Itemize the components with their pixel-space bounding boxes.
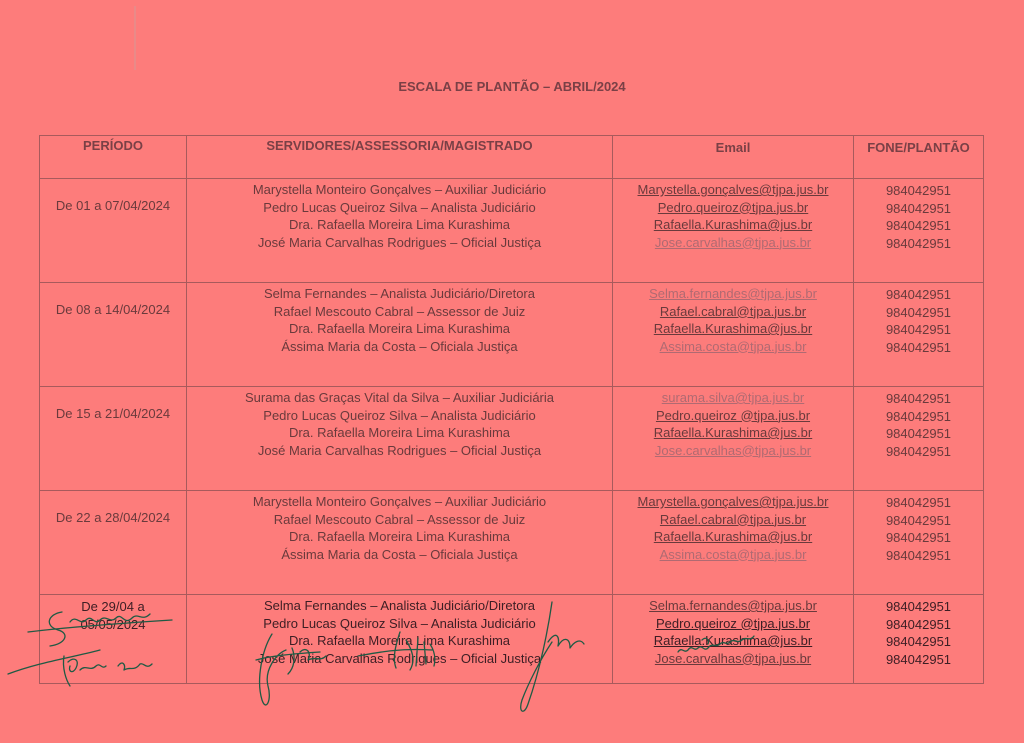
staff-name: Selma Fernandes – Analista Judiciário/Diretora — [264, 598, 535, 613]
period-text: De 15 a 21/04/2024 — [55, 406, 171, 421]
staff-name: José Maria Carvalhas Rodrigues – Oficial Justiça — [257, 442, 542, 458]
email-link[interactable]: Rafaella.Kurashima@jus.br — [653, 529, 813, 544]
email-link[interactable]: Rafaella.Kurashima@jus.br — [653, 425, 813, 440]
period-text: De 29/04 a — [81, 599, 145, 614]
staff-cell — [187, 387, 613, 491]
header-email: Email — [613, 136, 854, 179]
period-cell — [40, 387, 187, 491]
email-link[interactable]: Assima.costa@tjpa.jus.br — [659, 546, 807, 562]
phone-number: 984042951 — [885, 616, 952, 632]
phone-number: 984042951 — [885, 200, 952, 216]
fone-cell — [854, 283, 984, 387]
margin-mark — [134, 6, 136, 70]
phone-number: 984042951 — [885, 426, 952, 441]
staff-name: Marystella Monteiro Gonçalves – Auxiliar Judiciário — [252, 494, 547, 509]
signature-1 — [8, 612, 172, 686]
signature-6 — [678, 636, 754, 652]
staff-name: Surama das Graças Vital da Silva – Auxiliar Judiciária — [244, 390, 555, 405]
staff-name: Dra. Rafaella Moreira Lima Kurashima — [288, 425, 511, 440]
email-link[interactable]: Pedro.queiroz @tjpa.jus.br — [655, 615, 811, 631]
email-cell — [613, 491, 854, 595]
period-cell — [40, 491, 187, 595]
staff-name: Ássima Maria da Costa – Oficiala Justiça — [281, 546, 518, 562]
email-link[interactable]: Rafaella.Kurashima@jus.br — [653, 633, 813, 648]
email-link[interactable]: Jose.carvalhas@tjpa.jus.br — [654, 234, 812, 250]
staff-name: Pedro Lucas Queiroz Silva – Analista Judiciário — [263, 407, 536, 423]
header-servidores: SERVIDORES/ASSESSORIA/MAGISTRADO — [187, 136, 613, 179]
phone-number: 984042951 — [885, 183, 952, 198]
staff-cell — [187, 283, 613, 387]
phone-number: 984042951 — [885, 339, 952, 355]
fone-cell — [854, 387, 984, 491]
table-row — [40, 491, 984, 595]
email-link[interactable]: Rafael.cabral@tjpa.jus.br — [659, 511, 807, 527]
phone-number: 984042951 — [885, 322, 952, 337]
period-cell — [40, 179, 187, 283]
phone-number: 984042951 — [885, 547, 952, 563]
phone-number: 984042951 — [885, 443, 952, 459]
email-link[interactable]: Jose.carvalhas@tjpa.jus.br — [654, 442, 812, 458]
period-text: De 22 a 28/04/2024 — [55, 510, 171, 525]
phone-number: 984042951 — [885, 218, 952, 233]
phone-number: 984042951 — [885, 391, 952, 406]
phone-number: 984042951 — [885, 408, 952, 424]
phone-number: 984042951 — [885, 495, 952, 510]
period-text: De 08 a 14/04/2024 — [55, 302, 171, 317]
phone-number: 984042951 — [885, 634, 952, 649]
email-link[interactable]: surama.silva@tjpa.jus.br — [661, 390, 805, 405]
staff-name: Rafael Mescouto Cabral – Assessor de Juiz — [273, 303, 526, 319]
email-link[interactable]: Selma.fernandes@tjpa.jus.br — [649, 598, 817, 613]
email-cell — [613, 283, 854, 387]
signature-3 — [256, 634, 326, 705]
table-row — [40, 387, 984, 491]
email-link[interactable]: Jose.carvalhas@tjpa.jus.br — [654, 650, 812, 666]
email-link[interactable]: Assima.costa@tjpa.jus.br — [659, 338, 807, 354]
phone-number: 984042951 — [885, 235, 952, 251]
signatures-area — [0, 600, 1024, 738]
staff-cell — [187, 179, 613, 283]
signature-5 — [521, 602, 584, 711]
fone-cell — [854, 491, 984, 595]
staff-name: Pedro Lucas Queiroz Silva – Analista Judiciário — [263, 199, 536, 215]
staff-name: Dra. Rafaella Moreira Lima Kurashima — [288, 529, 511, 544]
table-row — [40, 283, 984, 387]
email-link[interactable]: Marystella.gonçalves@tjpa.jus.br — [637, 494, 829, 509]
phone-number: 984042951 — [885, 287, 952, 302]
phone-number: 984042951 — [885, 651, 952, 667]
staff-name: José Maria Carvalhas Rodrigues – Oficial Justiça — [257, 234, 542, 250]
phone-number: 984042951 — [885, 530, 952, 545]
header-fone: FONE/PLANTÃO — [854, 136, 984, 179]
email-link[interactable]: Pedro.queiroz@tjpa.jus.br — [657, 199, 809, 215]
staff-name: Dra. Rafaella Moreira Lima Kurashima — [288, 321, 511, 336]
staff-name: Ássima Maria da Costa – Oficiala Justiça — [281, 338, 518, 354]
phone-number: 984042951 — [885, 304, 952, 320]
staff-cell — [187, 491, 613, 595]
email-link[interactable]: Rafael.cabral@tjpa.jus.br — [659, 303, 807, 319]
period-text: De 01 a 07/04/2024 — [55, 198, 171, 213]
signature-2 — [68, 659, 152, 672]
staff-name: Dra. Rafaella Moreira Lima Kurashima — [288, 633, 511, 648]
email-link[interactable]: Marystella.gonçalves@tjpa.jus.br — [637, 182, 829, 197]
phone-number: 984042951 — [885, 599, 952, 614]
staff-name: Dra. Rafaella Moreira Lima Kurashima — [288, 217, 511, 232]
phone-number: 984042951 — [885, 512, 952, 528]
staff-name: Marystella Monteiro Gonçalves – Auxiliar Judiciário — [252, 182, 547, 197]
email-cell — [613, 387, 854, 491]
period-cell — [40, 283, 187, 387]
staff-name: Rafael Mescouto Cabral – Assessor de Juiz — [273, 511, 526, 527]
email-cell — [613, 179, 854, 283]
fone-cell — [854, 179, 984, 283]
staff-name: José Maria Carvalhas Rodrigues – Oficial Justiça — [257, 650, 542, 666]
signature-4 — [358, 632, 435, 670]
page-title: ESCALA DE PLANTÃO – ABRIL/2024 — [398, 79, 626, 94]
email-link[interactable]: Rafaella.Kurashima@jus.br — [653, 321, 813, 336]
email-link[interactable]: Rafaella.Kurashima@jus.br — [653, 217, 813, 232]
email-link[interactable]: Pedro.queiroz @tjpa.jus.br — [655, 407, 811, 423]
period-text: 05/05/2024 — [80, 616, 146, 632]
table-header-row — [40, 136, 984, 179]
table-row — [40, 179, 984, 283]
staff-name: Pedro Lucas Queiroz Silva – Analista Judiciário — [263, 615, 536, 631]
email-link[interactable]: Selma.fernandes@tjpa.jus.br — [649, 286, 817, 301]
header-periodo: PERÍODO — [40, 136, 187, 179]
staff-name: Selma Fernandes – Analista Judiciário/Diretora — [264, 286, 535, 301]
